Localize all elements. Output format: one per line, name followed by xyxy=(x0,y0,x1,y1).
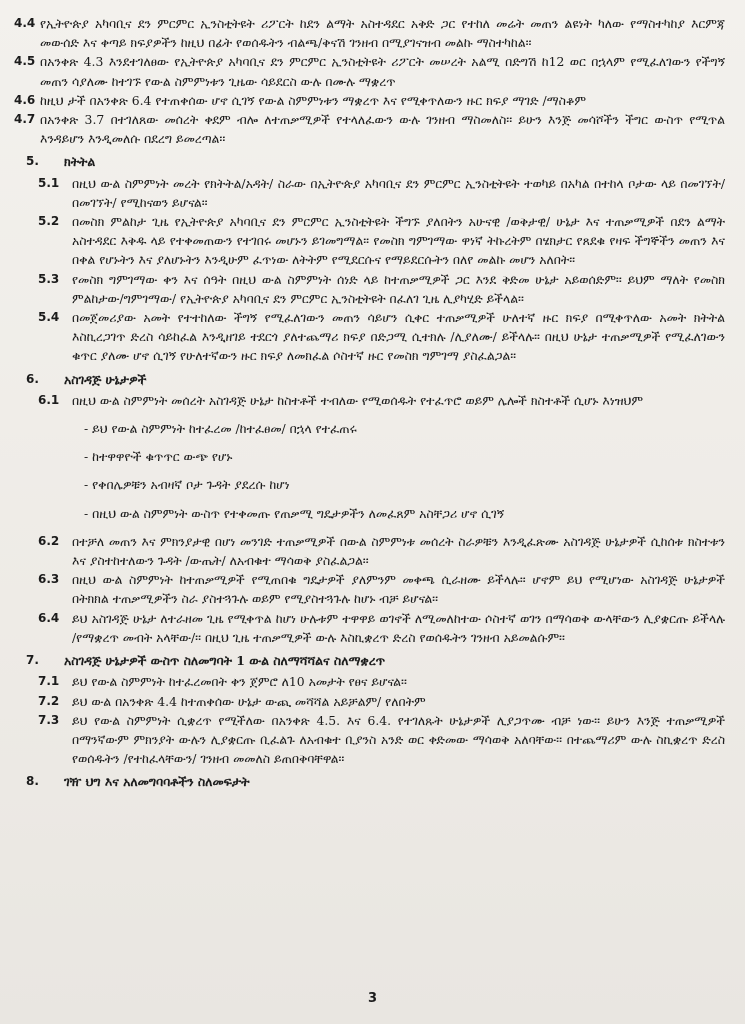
clause-number: 5.1 xyxy=(38,175,60,190)
clause-paragraph xyxy=(14,91,725,110)
page-number: 3 xyxy=(367,990,378,1006)
clause-number: 6.2 xyxy=(38,533,60,548)
clause-paragraph xyxy=(14,672,725,691)
clause-paragraph xyxy=(14,692,725,711)
clause-number: 6.1 xyxy=(38,392,60,407)
clause-number: 7.3 xyxy=(38,712,60,727)
sections-part-1 xyxy=(14,14,725,410)
clause-paragraph xyxy=(14,570,725,608)
clause-paragraph xyxy=(14,270,725,308)
clause-number: 6.4 xyxy=(38,610,60,625)
clause-number: 5.3 xyxy=(38,271,60,286)
clause-text: የኢትዮጵያ አካባቢና ደን ምርምር ኢንስቲትዩት ሪፖርት ከደን ልማት አስተዳደር አቅድ ጋር የተከለ መሬት መጠን ልዩነት ካለው የማስተካከያ እርምጃ መውሰድ እና ቀጣይ ክፍያዎችን ከዚህ በፊት የወሰዱትን ብልጫ/ቅናሽ ገንዘብ በሚያገናዝብ መልኩ ማስተካከል፡፡ xyxy=(40,16,725,51)
clause-text: ክትትል xyxy=(64,154,96,170)
bullet-item: - ይህ የውል ስምምነት ከተፈረመ /ከተፈፀመ/ በኋላ የተፈጠሩ xyxy=(84,421,357,437)
clause-number: 5.4 xyxy=(38,310,60,325)
clause-text: በዚህ ውል ስምምነት ከተጠቃሚዎች የሚጠበቁ ግዴታዎች ያለምንም መቀጫ ሲራዘሙ ይችላሉ፡፡ ሆኖም ይህ የሚሆነው አስገዳጅ ሁኔታዎች በትክክል ተጠቃሚዎችን ስራ ያስተጓጉሉ ወይም የሚያስተጓጉሉ ከሆኑ ብቻ ይሆናል፡፡ xyxy=(72,572,725,607)
clause-text: ገዥ ህግ እና አለመግባባቶችን ስለመፍታት xyxy=(64,774,250,790)
clause-paragraph xyxy=(14,308,725,366)
bullet-item: - ከተዋዋዮች ቁጥጥር ውጭ የሆኑ xyxy=(84,449,233,465)
clause-number: 4.5 xyxy=(14,54,36,69)
clause-paragraph xyxy=(14,174,725,212)
clause-number: 7. xyxy=(26,653,39,668)
clause-number: 4.4 xyxy=(14,16,36,30)
clause-text: አስገዳጅ ሁኔታዎች ውስጥ ስለመግባት 1 ውል ስለማሻሻልና ስለማቋረጥ xyxy=(64,653,386,669)
clause-paragraph xyxy=(14,532,725,570)
clause-paragraph xyxy=(14,52,725,90)
bullet-item: - በዚህ ውል ስምምነት ውስጥ የተቀመጡ የጠቃሚ ግዴታዎችን ለመፈጸም አስቸጋሪ ሆኖ ሲገኝ xyxy=(84,505,505,521)
clause-text: በአንቀጽ 3.7 በተገለጸው መሰረት ቀደም ብሎ ለተጠቃሚዎች የተላለፈውን ውሉ ገንዘብ ማስመለስ፡፡ ይሁን እንጅ መሳሾችን ችግር ውስጥ የሚጥል እንዳይሆን እንዲመለሱ በደረግ ይመረጣል፡፡ xyxy=(40,112,725,147)
section-heading xyxy=(14,772,725,791)
section-heading xyxy=(14,651,725,670)
clause-text: ይህ ውል በአንቀጽ 4.4 ከተጠቀሰው ሁኔታ ውጪ መሻሻል አይቻልም/ የለበትም xyxy=(72,693,426,709)
clause-text: በአንቀጽ 4.3 እንደተገለፀው የኢትዮጵያ አካባቢና ደን ምርምር ኢንስቲትዩት ሪፖርት መሠረት አልሚ በድግሽ ከ12 ወር በኋላም የሚፈለገውን የችግኝ መጠን ሳያለሙ ከተገኙ የውል ስምምነቱን ጊዜው ሳይደርስ ውሉ በሙሉ ማቋረጥ xyxy=(40,54,725,89)
clause-paragraph xyxy=(14,14,725,52)
clause-paragraph xyxy=(14,212,725,270)
clause-paragraph xyxy=(14,110,725,148)
clause-number: 8. xyxy=(26,774,39,789)
clause-paragraph xyxy=(14,711,725,769)
section-heading xyxy=(14,370,725,389)
clause-number: 4.7 xyxy=(14,112,36,127)
bullet-item: - የቀበሌዎቹን አብዛኛ ቦታ ጉዳት ያደረሱ ከሆነ xyxy=(84,477,290,493)
clause-number: 4.6 xyxy=(14,92,36,107)
clause-text: በመስክ ምልከታ ጊዜ የኢትዮጵያ አካባቢና ደን ምርምር ኢንስቲትዩት ችግኙ ያለበትን አሁናዊ /ወቅታዊ/ ሁኔታ እና ተጠቃሚዎች በደን ልማት አስተዳደር እቅዱ ላይ የተቀመጠውን የተገበሩ መሆኑን ይገመግማል፡፡ የመስክ ግምገማው ዋነኛ ትኩረትም በሄክታር የጸደቁ የዛፍ ችግኞችን መጠን እና በቀል የሆኑትን እና ያለሆኑትን እንዲሁም ፈጥነው ለትትም የሚደርሱና የማይደርሱትን በለየ መልኩ መሆን አለበት፡፡ xyxy=(72,214,725,268)
clause-text: በዚህ ውል ስምምነት መሰረት አስገዳጅ ሁኔታ ከስተቶች ተብለው የሚወሰዱት የተፈጥሮ ወይም ሌሎች ክስተቶች ሲሆኑ እነዝህም xyxy=(72,392,643,408)
clause-number: 7.1 xyxy=(38,674,60,689)
clause-number: 7.2 xyxy=(38,693,60,708)
clause-text: ይህ የውል ስምምነት ከተፈረመበት ቀን ጀምሮ ለ10 አመታት የፀና ይሆናል፡፡ xyxy=(72,674,407,690)
clause-paragraph xyxy=(14,609,725,647)
sections-part-2 xyxy=(14,532,725,792)
clause-text: የመስክ ግምገማው ቀን እና ሰዓት በዚህ ውል ስምምነት ሰነድ ላይ ከተጠቃሚዎች ጋር እንደ ቅድመ ሁኔታ አይወሰድም፡፡ ይህም ማለት የመስክ ምልከታው/ግምገማው/ የኢትዮጵያ አካባቢና ደን ምርምር ኢንስቲትዩት በፈለገ ጊዜ ሊያካሂድ ይችላል፡፡ xyxy=(72,271,725,306)
clause-text: ይህ የውል ስምምነት ሲቋረጥ የሚችለው በአንቀጽ 4.5. እና 6.4. የተገለጹት ሁኔታዎች ሊያጋጥሙ ብቻ ነው፡፡ ይሁን እንጅ ተጠቃሚዎች በማንኛውም ምክንያት ውሉን ሊያቋርጡ ቢፈልጉ ለአብቁተ ቢያንስ አንድ ወር ቀድመው ማሳወቅ አለባቸው፡፡ በተጨማሪም ውሉ ስኪቋረጥ ድረስ የወሰዱትን /የተከፈላቸውን/ ገንዘብ መመለስ ይጠበቅባቸዋል፡፡ xyxy=(72,712,725,767)
clause-number: 6.3 xyxy=(38,572,60,587)
clause-number: 5. xyxy=(26,154,39,169)
bullet-list xyxy=(14,419,725,523)
clause-text: በዚህ ውል ስምምነት መረት የክትትል/አዳት/ ስራው በኢትዮጵያ አካባቢና ደን ምርምር ኢንስቲትዩት ተወካይ በአካል በተከላ ቦታው ላይ በመገኘት/በመገኘት/ የሚከናወን ይሆናል፡፡ xyxy=(72,175,725,210)
clause-text: በመጀመሪያው አመት የተተከለው ችግኝ የሚፈለገውን መጠን ሳይሆን ሲቀር ተጠቃሚዎች ሁለተኛ ዙር ክፍያ በሚቀጥለው አመት ክትትል እስኪረጋገጥ ድረስ ሳይከፈል እንዲዘገይ ተደርጎ ያለተጨማሪ ክፍያ በድጋሚ ሲተክሉ /ሊያለሙ/ ይችላሉ፡፡ በዚህ ሁኔታ ተጠቃሚዎች የሚፈለገውን ቁጥር ያለሙ ሆኖ ሲገኝ የሁለተኛውን ዙር ክፍያ ለመክፈል ሶስተኛ ዙር የመስክ ግምገማ ያስፈልጋል፡፡ xyxy=(72,310,725,364)
clause-number: 6. xyxy=(26,371,39,386)
clause-text: ከዚህ ታች በአንቀጽ 6.4 የተጠቀሰው ሆኖ ሲገኝ የውል ስምምነቱን ማቋረጥ እና የሚቀጥለውን ዙር ክፍያ ማገድ /ማስቆም xyxy=(40,92,586,108)
section-heading xyxy=(14,152,725,171)
clause-number: 5.2 xyxy=(38,214,60,229)
clause-text: ይህ አስገዳጅ ሁኔታ ለተራዘመ ጊዜ የሚቀጥል ከሆነ ሁሉቱም ተዋዋይ ወገኖች ለሚመለከተው ሶስተኛ ወገን በማሳወቅ ውላቸውን ሊያቋርጡ ይችላሉ /የማቋረጥ መብት አላቸው/፡፡ በዚህ ጊዜ ተጠቃሚዎች ውሉ እስኪቋረጥ ድረስ የወሰዱትን ገንዘብ አይመልሱም፡፡ xyxy=(72,610,725,645)
clause-paragraph xyxy=(14,391,725,410)
clause-text: አስገዳጅ ሁኔታዎች xyxy=(64,371,147,387)
clause-text: በተቻለ መጠን እና ምክንያታዊ በሆነ መንገድ ተጠቃሚዎች በውል ስምምነቱ መሰረት ስራዎቹን እንዲፈጽሙ አስገዳጅ ሁኔታዎች ሲከሰቱ ክስተቱን እና ያስተከተለውን ጉዳት /ውጤት/ ለአብቁተ ማሳወቅ ያስፈልጋል፡፡ xyxy=(72,533,725,569)
